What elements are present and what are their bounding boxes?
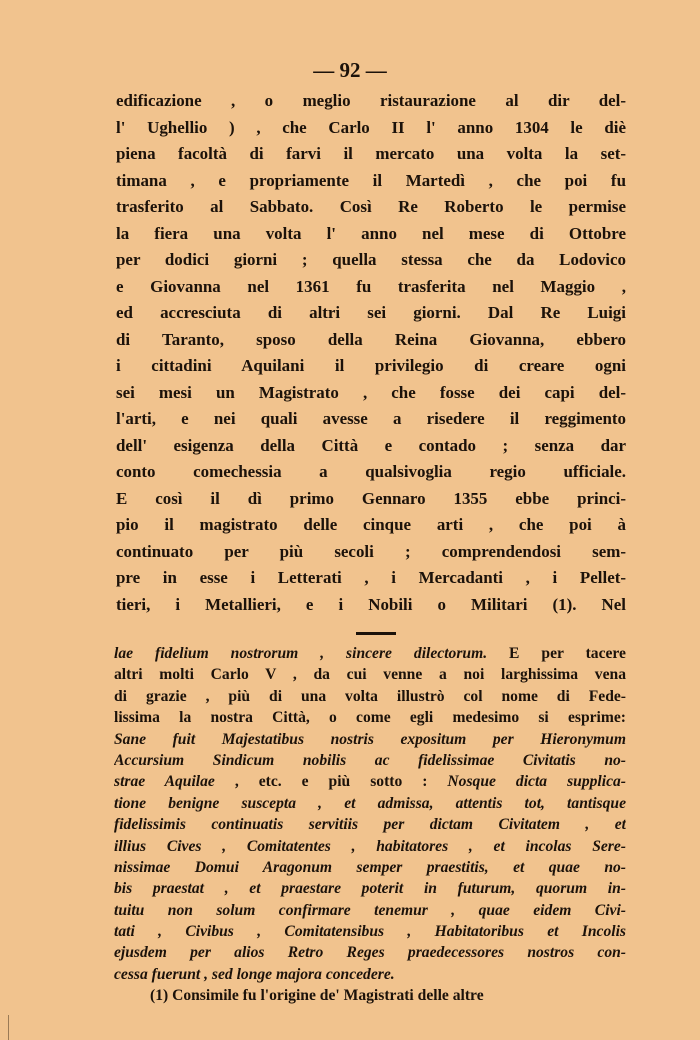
- body-text-line: pre in esse i Letterati , i Mercadanti , i Pellet-: [116, 568, 626, 587]
- body-text-line: la fiera una volta l' anno nel mese di Ottobre: [116, 223, 626, 243]
- footnote-line: [114, 793, 626, 814]
- footnote-line: [114, 771, 626, 792]
- footnotes: [114, 643, 626, 1007]
- latin-quotation-text: cessa fuerunt , sed longe majora concedere.: [114, 965, 395, 983]
- latin-quotation-text: Nosque dicta supplica-: [447, 773, 626, 791]
- body-text-line: e Giovanna nel 1361 fu trasferita nel Maggio ,: [116, 276, 626, 296]
- latin-quotation-text: illius Cives , Comitatentes , habitatores , et incolas Sere-: [114, 837, 626, 855]
- latin-quotation-text: Sane fuit Majestatibus nostris expositum per Hieronymum: [114, 730, 626, 748]
- body-text-line: piena facoltà di farvi il mercato una volta la set-: [116, 144, 626, 163]
- latin-quotation-text: ejusdem per alios Retro Reges praedecessores nostros con-: [114, 944, 626, 962]
- footnote-line: [114, 964, 626, 985]
- body-text-line: di Taranto, sposo della Reina Giovanna, ebbero: [116, 329, 626, 349]
- main-text: [116, 88, 626, 618]
- body-text-line: per dodici giorni ; quella stessa che da Lodovico: [116, 250, 626, 269]
- body-text-line: trasferito al Sabbato. Così Re Roberto le permise: [116, 197, 626, 216]
- footnote-line: [114, 664, 626, 685]
- footnote-text: altri molti Carlo V , da cui venne a noi larghissima vena: [114, 666, 626, 684]
- footnote-line: [114, 643, 626, 664]
- body-text-line: pio il magistrato delle cinque arti , che poi à: [116, 515, 626, 534]
- body-text-line: conto comechessia a qualsivoglia regio ufficiale.: [116, 462, 626, 481]
- latin-quotation-text: fidelissimis continuatis servitiis per dictam Civitatem , et: [114, 816, 626, 834]
- footnote-line: [114, 857, 626, 878]
- latin-quotation-text: lae fidelium nostrorum , sincere dilectorum.: [114, 645, 488, 662]
- body-text-line: edificazione , o meglio ristaurazione al dir del-: [116, 91, 626, 110]
- footnote-separator: [356, 632, 396, 635]
- footnote-line: [114, 836, 626, 857]
- body-text-line: dell' esigenza della Città e contado ; senza dar: [116, 435, 626, 455]
- body-text-line: sei mesi un Magistrato , che fosse dei capi del-: [116, 382, 626, 402]
- body-text-line: l'arti, e nei quali avesse a risedere il reggimento: [116, 409, 626, 428]
- latin-quotation-text: tione benigne suscepta , et admissa, attentis tot, tantisque: [114, 794, 626, 812]
- body-text-line: continuato per più secoli ; comprendendosi sem-: [116, 541, 626, 561]
- footnote-text: lissima la nostra Città, o come egli medesimo si esprime:: [114, 709, 626, 727]
- footnote-line: [114, 686, 626, 707]
- body-text-line: tieri, i Metallieri, e i Nobili o Militari (1). Nel: [116, 594, 626, 614]
- footnote-line: [114, 750, 626, 771]
- footnote-line: [114, 729, 626, 750]
- footnote-line: [114, 942, 626, 963]
- body-text-line: i cittadini Aquilani il privilegio di creare ogni: [116, 356, 626, 375]
- page-number: — 92 —: [313, 58, 387, 82]
- footnote-text: , etc. e più sotto :: [214, 773, 448, 791]
- footnote-line: [114, 707, 626, 728]
- footnote-1: (1) Consimile fu l'origine de' Magistrati delle altre: [150, 987, 484, 1005]
- latin-quotation-text: tati , Civibus , Comitatensibus , Habitatoribus et Incolis: [114, 923, 626, 941]
- body-text-line: timana , e propriamente il Martedì , che poi fu: [116, 170, 626, 190]
- latin-quotation-text: Accursium Sindicum nobilis ac fidelissimae Civitatis no-: [114, 751, 626, 769]
- footnote-text: E per tacere: [487, 645, 626, 662]
- margin-mark: [8, 1015, 9, 1040]
- latin-quotation-text: strae Aquilae: [114, 773, 215, 791]
- footnote-line: [114, 921, 626, 942]
- latin-quotation-text: nissimae Domui Aragonum semper praestitis, et quae no-: [114, 858, 626, 876]
- footnote-line: [114, 878, 626, 899]
- body-text-line: ed accresciuta di altri sei giorni. Dal Re Luigi: [116, 303, 626, 322]
- latin-quotation-text: bis praestat , et praestare poterit in futurum, quorum in-: [114, 880, 626, 898]
- body-text-line: l' Ughellio ) , che Carlo II l' anno 1304 le diè: [116, 117, 626, 137]
- footnote-line: [114, 900, 626, 921]
- footnote-line: [114, 814, 626, 835]
- footnote-text: di grazie , più di una volta illustrò col nome di Fede-: [114, 687, 626, 705]
- latin-quotation-text: tuitu non solum confirmare tenemur , quae eidem Civi-: [114, 901, 626, 919]
- body-text-line: E così il dì primo Gennaro 1355 ebbe princi-: [116, 488, 626, 508]
